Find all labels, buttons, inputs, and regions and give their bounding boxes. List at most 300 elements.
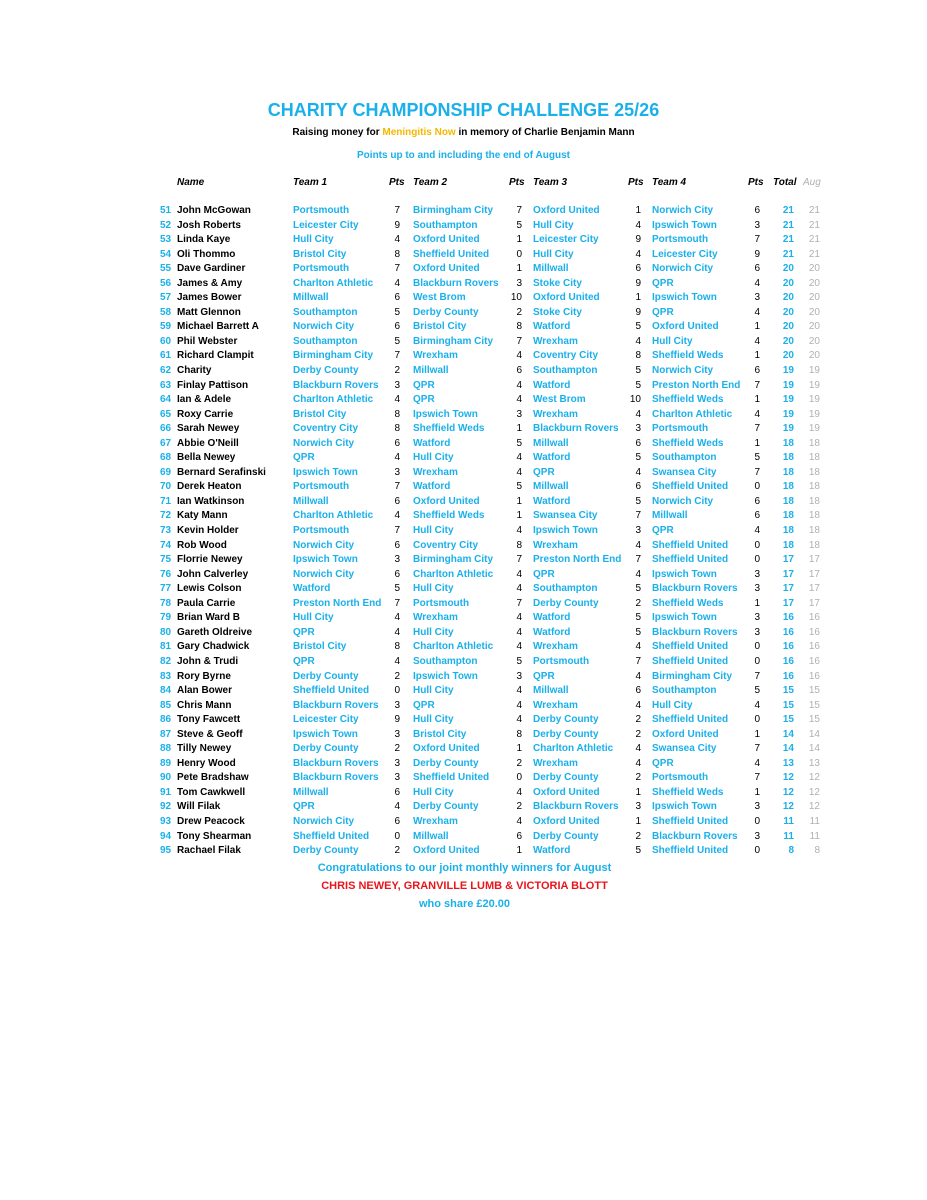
- team3-name: Millwall: [533, 263, 569, 275]
- table-row: [0, 263, 927, 278]
- team1-points: 9: [394, 219, 400, 231]
- player-name: Roxy Carrie: [177, 408, 234, 420]
- team1-name: Derby County: [293, 365, 359, 377]
- team4-points: 4: [754, 525, 760, 537]
- team2-points: 1: [516, 510, 522, 522]
- table-row: [0, 772, 927, 787]
- august-points: 20: [808, 292, 820, 304]
- player-name: Bella Newey: [177, 452, 236, 464]
- team2-points: 0: [516, 772, 522, 784]
- team4-name: Swansea City: [652, 743, 717, 755]
- team2-name: Oxford United: [413, 263, 480, 275]
- team2-name: Blackburn Rovers: [413, 277, 499, 289]
- team2-points: 10: [510, 292, 522, 304]
- table-row: [0, 365, 927, 380]
- team2-name: Oxford United: [413, 845, 480, 857]
- team2-points: 4: [516, 583, 522, 595]
- team3-name: Watford: [533, 321, 571, 333]
- team4-points: 1: [754, 786, 760, 798]
- team1-name: Charlton Athletic: [293, 277, 374, 289]
- august-points: 18: [808, 466, 820, 478]
- august-points: 18: [808, 525, 820, 537]
- team1-points: 5: [394, 335, 400, 347]
- row-number: 53: [160, 234, 172, 246]
- row-number: 78: [160, 597, 172, 609]
- team1-points: 3: [394, 757, 400, 769]
- table-row: [0, 321, 927, 336]
- team3-name: Wrexham: [533, 641, 578, 653]
- player-name: Finlay Pattison: [177, 379, 249, 391]
- team2-name: Hull City: [413, 525, 454, 537]
- team4-name: Portsmouth: [652, 772, 709, 784]
- team3-name: Hull City: [533, 248, 574, 260]
- team1-name: QPR: [293, 655, 315, 667]
- team2-points: 1: [516, 845, 522, 857]
- team1-name: Ipswich Town: [293, 466, 358, 478]
- team1-points: 6: [394, 568, 400, 580]
- team1-points: 9: [394, 714, 400, 726]
- team1-name: Charlton Athletic: [293, 510, 374, 522]
- team2-name: Hull City: [413, 685, 454, 697]
- player-name: Ian & Adele: [177, 394, 232, 406]
- table-row: [0, 394, 927, 409]
- team1-name: Blackburn Rovers: [293, 699, 379, 711]
- team2-name: Derby County: [413, 306, 479, 318]
- team2-name: Derby County: [413, 757, 479, 769]
- team4-name: Oxford United: [652, 728, 719, 740]
- player-name: Kevin Holder: [177, 525, 239, 537]
- august-points: 12: [808, 786, 820, 798]
- team1-name: Norwich City: [293, 321, 355, 333]
- august-points: 21: [808, 205, 820, 216]
- team1-points: 4: [394, 626, 400, 638]
- team1-name: Derby County: [293, 670, 359, 682]
- team3-points: 4: [635, 335, 641, 347]
- team4-name: Swansea City: [652, 466, 717, 478]
- team1-name: QPR: [293, 626, 315, 638]
- row-number: 85: [160, 699, 172, 711]
- team4-points: 6: [754, 205, 760, 216]
- team4-name: Sheffield Weds: [652, 437, 724, 449]
- team2-points: 4: [516, 699, 522, 711]
- team2-points: 4: [516, 714, 522, 726]
- row-number: 89: [160, 757, 172, 769]
- team1-points: 4: [394, 452, 400, 464]
- team2-points: 7: [516, 597, 522, 609]
- row-number: 73: [160, 525, 172, 537]
- total-points: 16: [782, 655, 794, 667]
- team3-points: 5: [635, 452, 641, 464]
- total-points: 20: [782, 263, 794, 275]
- team4-points: 4: [754, 408, 760, 420]
- row-number: 90: [160, 772, 172, 784]
- team3-name: Wrexham: [533, 408, 578, 420]
- table-row: [0, 845, 927, 860]
- team4-points: 7: [754, 423, 760, 435]
- team2-points: 4: [516, 786, 522, 798]
- table-row: [0, 423, 927, 438]
- team3-points: 4: [635, 248, 641, 260]
- total-points: 16: [782, 626, 794, 638]
- team2-name: Wrexham: [413, 612, 458, 624]
- team2-name: Southampton: [413, 655, 478, 667]
- team2-points: 4: [516, 379, 522, 391]
- team1-name: Leicester City: [293, 714, 359, 726]
- team2-points: 4: [516, 466, 522, 478]
- team1-points: 4: [394, 510, 400, 522]
- team1-name: Blackburn Rovers: [293, 757, 379, 769]
- team4-points: 3: [754, 292, 760, 304]
- team4-name: Sheffield Weds: [652, 394, 724, 406]
- row-number: 65: [160, 408, 172, 420]
- table-row: [0, 220, 927, 235]
- team1-name: Coventry City: [293, 423, 359, 435]
- total-points: 8: [788, 845, 794, 857]
- team1-name: Sheffield United: [293, 685, 370, 697]
- team2-points: 7: [516, 205, 522, 216]
- team4-points: 6: [754, 263, 760, 275]
- total-points: 19: [782, 379, 794, 391]
- august-points: 15: [808, 685, 820, 697]
- august-points: 19: [808, 394, 820, 406]
- team1-name: Portsmouth: [293, 481, 350, 493]
- team2-points: 0: [516, 248, 522, 260]
- team3-name: Wrexham: [533, 757, 578, 769]
- team4-name: Birmingham City: [652, 670, 733, 682]
- winners-names: CHRIS NEWEY, GRANVILLE LUMB & VICTORIA BLOTT: [321, 880, 608, 892]
- team1-points: 6: [394, 495, 400, 507]
- player-name: Rachael Filak: [177, 845, 241, 857]
- team4-points: 9: [754, 248, 760, 260]
- table-row: [0, 671, 927, 686]
- team1-points: 4: [394, 655, 400, 667]
- table-row: [0, 612, 927, 627]
- team1-points: 6: [394, 786, 400, 798]
- header-team3: Team 3: [533, 177, 568, 188]
- team3-points: 6: [635, 685, 641, 697]
- total-points: 21: [782, 234, 794, 246]
- row-number: 71: [160, 495, 172, 507]
- row-number: 58: [160, 306, 172, 318]
- team4-name: Sheffield United: [652, 714, 729, 726]
- team4-points: 1: [754, 437, 760, 449]
- team2-points: 1: [516, 234, 522, 246]
- team3-name: Watford: [533, 452, 571, 464]
- team1-points: 7: [394, 263, 400, 275]
- total-points: 18: [782, 495, 794, 507]
- team3-name: Portsmouth: [533, 655, 590, 667]
- row-number: 70: [160, 481, 172, 493]
- player-name: Lewis Colson: [177, 583, 242, 595]
- table-row: [0, 758, 927, 773]
- team3-points: 9: [635, 277, 641, 289]
- team4-points: 7: [754, 466, 760, 478]
- total-points: 18: [782, 466, 794, 478]
- team4-points: 3: [754, 219, 760, 231]
- august-points: 16: [808, 612, 820, 624]
- team2-points: 2: [516, 801, 522, 813]
- august-points: 20: [808, 321, 820, 333]
- august-points: 11: [809, 830, 820, 842]
- team4-name: Portsmouth: [652, 423, 709, 435]
- team4-name: QPR: [652, 277, 674, 289]
- header-team2: Team 2: [413, 177, 448, 188]
- team2-name: Ipswich Town: [413, 408, 478, 420]
- team4-name: Sheffield United: [652, 815, 729, 827]
- team2-points: 7: [516, 554, 522, 566]
- team3-name: Wrexham: [533, 539, 578, 551]
- team1-points: 6: [394, 321, 400, 333]
- team2-name: Millwall: [413, 830, 449, 842]
- total-points: 19: [782, 423, 794, 435]
- team2-points: 8: [516, 728, 522, 740]
- august-points: 21: [808, 219, 820, 231]
- team1-points: 6: [394, 539, 400, 551]
- team2-points: 4: [516, 626, 522, 638]
- team3-points: 10: [629, 394, 641, 406]
- team3-points: 5: [635, 365, 641, 377]
- team4-points: 4: [754, 757, 760, 769]
- team4-points: 1: [754, 321, 760, 333]
- player-name: Michael Barrett A: [177, 321, 259, 333]
- team2-name: Hull City: [413, 714, 454, 726]
- team3-name: Stoke City: [533, 306, 582, 318]
- august-points: 20: [808, 306, 820, 318]
- total-points: 17: [782, 568, 794, 580]
- team2-points: 4: [516, 350, 522, 362]
- team2-name: Bristol City: [413, 728, 467, 740]
- player-name: Linda Kaye: [177, 234, 231, 246]
- total-points: 15: [782, 685, 794, 697]
- team4-points: 1: [754, 728, 760, 740]
- team1-points: 3: [394, 699, 400, 711]
- table-row: [0, 743, 927, 758]
- team4-name: Preston North End: [652, 379, 741, 391]
- august-points: 12: [808, 801, 820, 813]
- total-points: 19: [782, 394, 794, 406]
- header-pts4: Pts: [748, 177, 764, 188]
- team2-name: Hull City: [413, 452, 454, 464]
- total-points: 14: [782, 743, 794, 755]
- august-points: 21: [808, 248, 820, 260]
- team2-points: 4: [516, 815, 522, 827]
- row-number: 69: [160, 466, 172, 478]
- table-row: [0, 598, 927, 613]
- august-points: 20: [808, 263, 820, 275]
- table-row: [0, 234, 927, 249]
- team3-points: 4: [635, 539, 641, 551]
- august-points: 20: [808, 350, 820, 362]
- team1-points: 8: [394, 408, 400, 420]
- row-number: 61: [160, 350, 172, 362]
- total-points: 21: [782, 219, 794, 231]
- team1-name: Charlton Athletic: [293, 394, 374, 406]
- total-points: 18: [782, 539, 794, 551]
- total-points: 19: [782, 365, 794, 377]
- player-name: Gareth Oldreive: [177, 626, 253, 638]
- table-row: [0, 350, 927, 365]
- total-points: 18: [782, 452, 794, 464]
- team3-name: Preston North End: [533, 554, 622, 566]
- team2-points: 4: [516, 525, 522, 537]
- row-number: 55: [160, 263, 172, 275]
- standings-table: [0, 205, 927, 860]
- team1-points: 6: [394, 292, 400, 304]
- team4-name: QPR: [652, 525, 674, 537]
- team4-points: 4: [754, 699, 760, 711]
- table-row: [0, 729, 927, 744]
- team4-points: 1: [754, 350, 760, 362]
- august-points: 19: [808, 408, 820, 420]
- team2-points: 5: [516, 481, 522, 493]
- team1-name: Southampton: [293, 335, 358, 347]
- table-row: [0, 292, 927, 307]
- team1-points: 2: [394, 365, 400, 377]
- player-name: James Bower: [177, 292, 242, 304]
- player-name: Rob Wood: [177, 539, 227, 551]
- team3-name: Charlton Athletic: [533, 743, 614, 755]
- august-points: 20: [808, 277, 820, 289]
- team2-points: 5: [516, 219, 522, 231]
- row-number: 74: [160, 539, 172, 551]
- team3-name: QPR: [533, 466, 555, 478]
- team4-name: QPR: [652, 757, 674, 769]
- header-pts2: Pts: [509, 177, 525, 188]
- team2-name: West Brom: [413, 292, 466, 304]
- team2-name: Watford: [413, 437, 451, 449]
- team3-name: QPR: [533, 568, 555, 580]
- player-name: Henry Wood: [177, 757, 236, 769]
- team4-points: 4: [754, 277, 760, 289]
- team3-points: 7: [635, 655, 641, 667]
- team4-name: Sheffield United: [652, 539, 729, 551]
- team4-name: Sheffield Weds: [652, 786, 724, 798]
- team4-points: 6: [754, 510, 760, 522]
- team1-name: Southampton: [293, 306, 358, 318]
- team2-name: Sheffield Weds: [413, 423, 485, 435]
- total-points: 20: [782, 292, 794, 304]
- total-points: 17: [782, 597, 794, 609]
- team2-name: Birmingham City: [413, 205, 494, 216]
- team1-points: 7: [394, 597, 400, 609]
- player-name: Oli Thommo: [177, 248, 236, 260]
- team3-name: Oxford United: [533, 786, 600, 798]
- team2-points: 1: [516, 495, 522, 507]
- team1-points: 7: [394, 525, 400, 537]
- team1-name: Birmingham City: [293, 350, 374, 362]
- team3-name: Derby County: [533, 728, 599, 740]
- team3-name: Oxford United: [533, 815, 600, 827]
- team2-name: Sheffield Weds: [413, 510, 485, 522]
- team4-name: Norwich City: [652, 495, 714, 507]
- team3-name: Watford: [533, 845, 571, 857]
- total-points: 11: [783, 815, 794, 827]
- table-row: [0, 700, 927, 715]
- team4-name: Southampton: [652, 685, 717, 697]
- team3-name: Hull City: [533, 219, 574, 231]
- row-number: 92: [160, 801, 172, 813]
- player-name: Gary Chadwick: [177, 641, 250, 653]
- august-points: 16: [808, 626, 820, 638]
- team1-points: 6: [394, 815, 400, 827]
- team3-name: Southampton: [533, 365, 598, 377]
- team2-points: 2: [516, 757, 522, 769]
- total-points: 17: [782, 583, 794, 595]
- team4-name: Hull City: [652, 335, 693, 347]
- player-name: Steve & Geoff: [177, 728, 243, 740]
- team1-name: Watford: [293, 583, 331, 595]
- team4-name: Sheffield Weds: [652, 350, 724, 362]
- total-points: 16: [782, 641, 794, 653]
- team3-name: Watford: [533, 379, 571, 391]
- player-name: Florrie Newey: [177, 554, 243, 566]
- team4-name: Blackburn Rovers: [652, 626, 738, 638]
- table-row: [0, 467, 927, 482]
- team3-points: 7: [635, 510, 641, 522]
- team2-name: QPR: [413, 379, 435, 391]
- august-points: 18: [808, 481, 820, 493]
- team3-points: 9: [635, 234, 641, 246]
- team2-points: 4: [516, 452, 522, 464]
- team2-name: Southampton: [413, 219, 478, 231]
- team3-name: Stoke City: [533, 277, 582, 289]
- team4-name: QPR: [652, 306, 674, 318]
- team1-points: 6: [394, 437, 400, 449]
- team4-points: 0: [754, 641, 760, 653]
- total-points: 16: [782, 612, 794, 624]
- total-points: 21: [782, 248, 794, 260]
- team2-name: Wrexham: [413, 815, 458, 827]
- team1-points: 3: [394, 772, 400, 784]
- team4-name: Norwich City: [652, 205, 714, 216]
- team4-points: 6: [754, 495, 760, 507]
- header-pts1: Pts: [389, 177, 405, 188]
- team4-name: Sheffield United: [652, 554, 729, 566]
- august-points: 15: [808, 714, 820, 726]
- table-header: [0, 177, 927, 191]
- team4-points: 7: [754, 743, 760, 755]
- team3-name: Blackburn Rovers: [533, 423, 619, 435]
- table-row: [0, 249, 927, 264]
- team3-points: 5: [635, 845, 641, 857]
- table-row: [0, 801, 927, 816]
- team2-points: 4: [516, 568, 522, 580]
- team3-points: 5: [635, 321, 641, 333]
- team3-points: 6: [635, 437, 641, 449]
- total-points: 20: [782, 335, 794, 347]
- team1-points: 8: [394, 423, 400, 435]
- player-name: Katy Mann: [177, 510, 228, 522]
- player-name: Drew Peacock: [177, 815, 245, 827]
- team4-points: 7: [754, 379, 760, 391]
- team4-name: Hull City: [652, 699, 693, 711]
- row-number: 52: [160, 219, 172, 231]
- team3-name: Derby County: [533, 772, 599, 784]
- team4-name: Sheffield United: [652, 655, 729, 667]
- total-points: 20: [782, 350, 794, 362]
- team3-points: 4: [635, 466, 641, 478]
- team3-points: 4: [635, 757, 641, 769]
- team1-name: Hull City: [293, 612, 334, 624]
- team1-name: Portsmouth: [293, 263, 350, 275]
- team3-name: Southampton: [533, 583, 598, 595]
- team3-name: Derby County: [533, 597, 599, 609]
- row-number: 54: [160, 248, 172, 260]
- team2-points: 6: [516, 365, 522, 377]
- table-row: [0, 627, 927, 642]
- row-number: 60: [160, 335, 172, 347]
- august-points: 17: [808, 597, 820, 609]
